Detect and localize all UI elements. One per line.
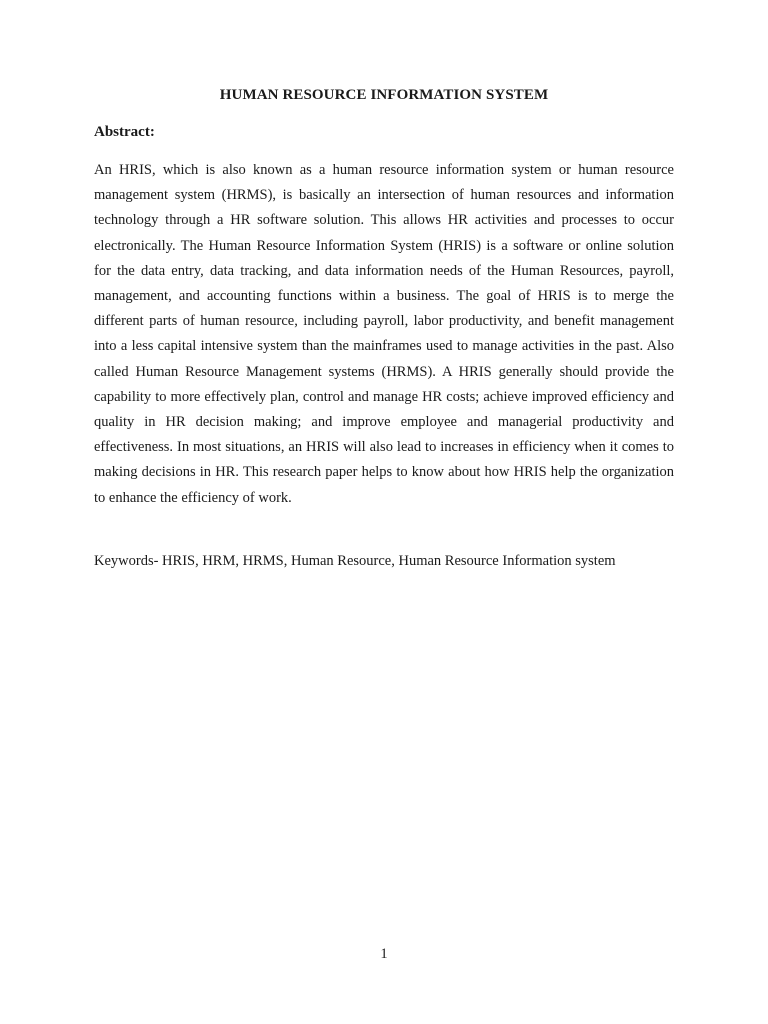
page-number: 1 <box>380 946 388 962</box>
abstract-paragraph: An HRIS, which is also known as a human resource information system or human resource management system (HRMS), is basically an intersection of human resources and information technology through a HR software solution. This allows HR activities and processes to occur electronically. The Human Resource Information System (HRIS) is a software or online solution for the data entry, data tracking, and data information needs of the Human Resources, payroll, management, and accounting functions within a business. The goal of HRIS is to merge the different parts of human resource, including payroll, labor productivity, and benefit management into a less capital intensive system than the mainframes used to manage activities in the past. Also called Human Resource Management systems (HRMS). A HRIS generally should provide the capability to more effectively plan, control and manage HR costs; achieve improved efficiency and quality in HR decision making; and improve employee and managerial productivity and effectiveness. In most situations, an HRIS will also lead to increases in efficiency when it comes to making decisions in HR. This research paper helps to know about how HRIS help the organization to enhance the efficiency of work. <box>94 162 674 506</box>
keywords-line: Keywords- HRIS, HRM, HRMS, Human Resource, Human Resource Information system <box>94 553 616 569</box>
abstract-heading: Abstract: <box>94 124 155 140</box>
paper-title: HUMAN RESOURCE INFORMATION SYSTEM <box>219 87 549 103</box>
